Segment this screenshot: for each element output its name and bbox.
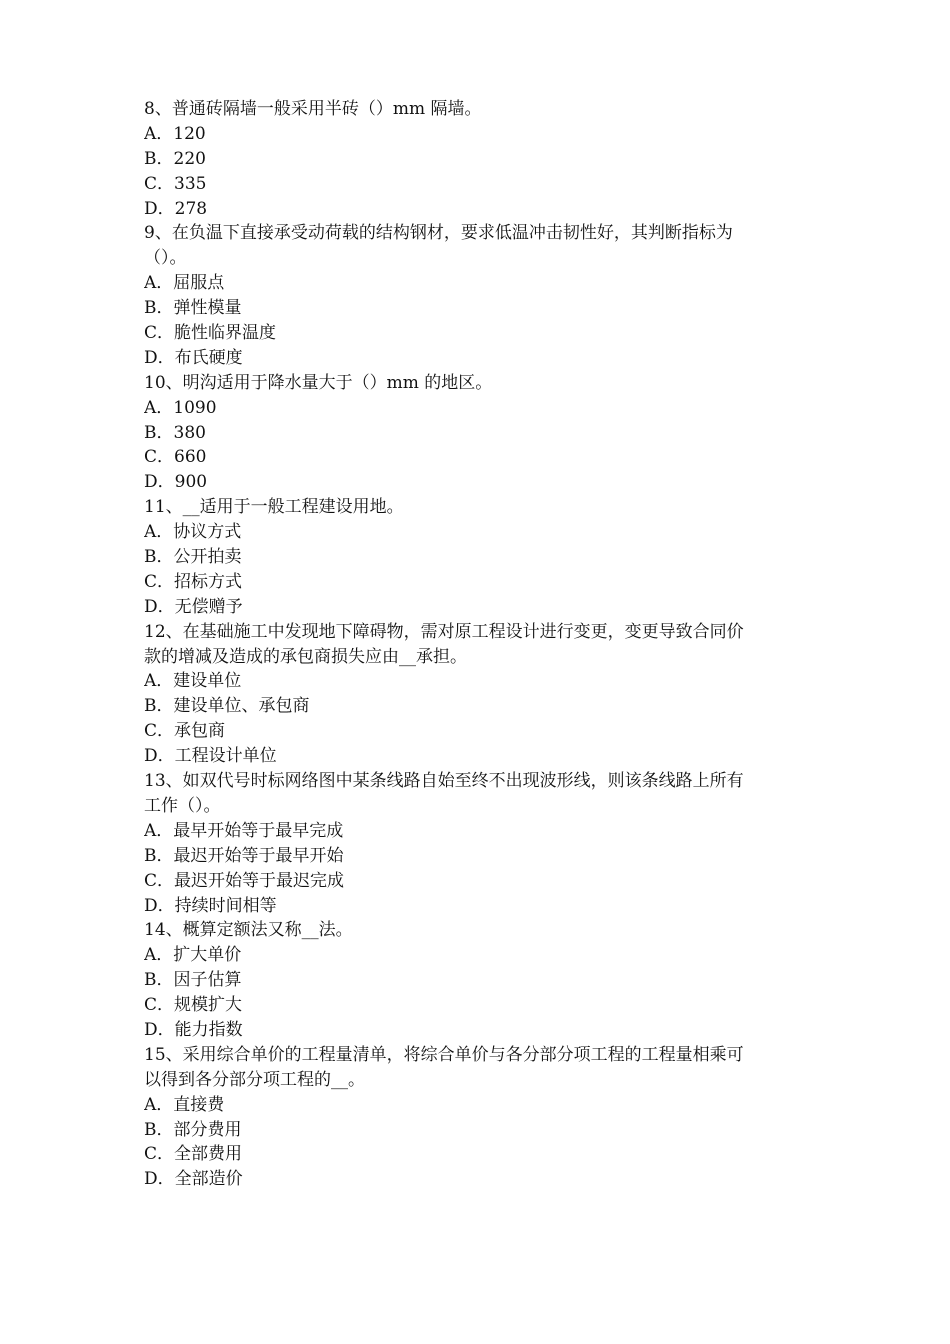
option-letter: A．	[144, 123, 174, 144]
option-letter: A．	[144, 820, 174, 841]
answer-option	[144, 819, 824, 844]
answer-option	[144, 172, 824, 197]
answer-option	[144, 1142, 824, 1167]
question-stem-line	[144, 620, 824, 645]
option-letter: A．	[144, 273, 174, 294]
option-letter: A．	[144, 1094, 174, 1115]
question-stem-line	[144, 246, 824, 271]
question-block	[144, 97, 824, 221]
question-stem-line	[144, 645, 824, 670]
option-text: 规模扩大	[174, 995, 243, 1016]
option-text: 380	[173, 422, 206, 443]
option-text: 1090	[173, 397, 217, 418]
answer-option	[144, 869, 824, 894]
option-letter: D．	[144, 472, 175, 493]
option-letter: A．	[144, 522, 174, 543]
answer-option	[144, 570, 824, 595]
answer-option	[144, 1093, 824, 1118]
question-stem-line	[144, 769, 824, 794]
question-stem-line	[144, 1068, 824, 1093]
answer-option	[144, 943, 824, 968]
option-letter: D．	[144, 347, 175, 368]
option-text: 承包商	[174, 721, 226, 742]
option-text: 无偿赠予	[174, 596, 243, 617]
option-letter: B．	[144, 148, 174, 169]
question-number: 12、	[144, 621, 183, 642]
option-text: 全部造价	[174, 1169, 243, 1190]
option-text: 部分费用	[173, 1119, 242, 1140]
question-block	[144, 620, 824, 769]
option-text: 建设单位	[173, 671, 242, 692]
question-text: 概算定额法又称__法。	[182, 920, 353, 941]
question-block	[144, 769, 824, 918]
answer-option	[144, 744, 824, 769]
question-stem-line	[144, 794, 824, 819]
option-letter: B．	[144, 696, 174, 717]
option-text: 扩大单价	[173, 945, 242, 966]
answer-option	[144, 1167, 824, 1192]
answer-option	[144, 396, 824, 421]
answer-option	[144, 520, 824, 545]
answer-option	[144, 595, 824, 620]
option-text: 招标方式	[174, 571, 243, 592]
answer-option	[144, 147, 824, 172]
question-number: 14、	[144, 920, 183, 941]
question-text: （）。	[144, 248, 187, 269]
option-letter: C．	[144, 1144, 175, 1165]
option-letter: D．	[144, 1169, 175, 1190]
option-letter: C．	[144, 447, 175, 468]
option-letter: B．	[144, 845, 174, 866]
option-text: 335	[174, 173, 207, 194]
question-stem-line	[144, 371, 824, 396]
option-letter: D．	[144, 1019, 175, 1040]
question-block	[144, 371, 824, 495]
option-letter: A．	[144, 945, 174, 966]
option-text: 660	[174, 447, 207, 468]
option-letter: C．	[144, 721, 175, 742]
question-text: __适用于一般工程建设用地。	[182, 497, 404, 518]
question-block	[144, 1043, 824, 1192]
answer-option	[144, 719, 824, 744]
option-letter: B．	[144, 422, 174, 443]
question-number: 9、	[144, 223, 172, 244]
option-letter: D．	[144, 198, 175, 219]
option-text: 工程设计单位	[174, 746, 277, 767]
question-text: 工作（）。	[144, 795, 221, 816]
answer-option	[144, 122, 824, 147]
option-text: 持续时间相等	[174, 895, 277, 916]
answer-option	[144, 1118, 824, 1143]
question-stem-line	[144, 495, 824, 520]
question-stem-line	[144, 221, 824, 246]
question-block	[144, 495, 824, 619]
option-text: 全部费用	[174, 1144, 243, 1165]
question-text: 款的增减及造成的承包商损失应由__承担。	[144, 646, 467, 667]
option-letter: A．	[144, 397, 174, 418]
question-text: 在负温下直接承受动荷载的结构钢材，要求低温冲击韧性好，其判断指标为	[171, 223, 733, 244]
option-letter: A．	[144, 671, 174, 692]
answer-option	[144, 197, 824, 222]
option-text: 屈服点	[173, 273, 225, 294]
question-number: 8、	[144, 99, 172, 119]
option-text: 900	[174, 472, 208, 493]
option-letter: D．	[144, 596, 175, 617]
option-text: 最迟开始等于最迟完成	[174, 870, 345, 891]
option-letter: B．	[144, 1119, 174, 1140]
answer-option	[144, 445, 824, 470]
option-text: 建设单位、承包商	[173, 696, 310, 717]
question-stem-line	[144, 97, 824, 122]
answer-option	[144, 346, 824, 371]
option-text: 278	[174, 198, 208, 219]
answer-option	[144, 1018, 824, 1043]
option-letter: C．	[144, 995, 175, 1016]
option-text: 能力指数	[174, 1019, 243, 1040]
question-stem-line	[144, 1043, 824, 1068]
answer-option	[144, 968, 824, 993]
answer-option	[144, 669, 824, 694]
answer-option	[144, 296, 824, 321]
option-letter: D．	[144, 746, 175, 767]
answer-option	[144, 894, 824, 919]
question-block	[144, 221, 824, 370]
question-text: 以得到各分部分项工程的__。	[144, 1069, 365, 1090]
option-text: 协议方式	[173, 522, 242, 543]
option-text: 120	[173, 123, 206, 144]
option-text: 公开拍卖	[173, 547, 242, 568]
question-number: 13、	[144, 771, 183, 792]
option-letter: C．	[144, 173, 175, 194]
option-text: 布氏硬度	[174, 347, 243, 368]
option-letter: C．	[144, 571, 175, 592]
question-number: 15、	[144, 1044, 183, 1065]
answer-option	[144, 421, 824, 446]
option-text: 220	[173, 148, 206, 169]
option-letter: D．	[144, 895, 175, 916]
answer-option	[144, 844, 824, 869]
answer-option	[144, 271, 824, 296]
option-letter: B．	[144, 298, 174, 319]
option-text: 最早开始等于最早完成	[173, 820, 344, 841]
option-letter: B．	[144, 547, 174, 568]
answer-option	[144, 694, 824, 719]
question-text: 明沟适用于降水量大于（）mm 的地区。	[182, 372, 493, 393]
option-letter: C．	[144, 870, 175, 891]
answer-option	[144, 545, 824, 570]
question-block	[144, 918, 824, 1042]
answer-option	[144, 470, 824, 495]
question-text: 如双代号时标网络图中某条线路自始至终不出现波形线，则该条线路上所有	[182, 771, 744, 792]
answer-option	[144, 321, 824, 346]
question-text: 在基础施工中发现地下障碍物，需对原工程设计进行变更，变更导致合同价	[182, 621, 744, 642]
option-letter: C．	[144, 323, 175, 344]
question-number: 10、	[144, 372, 183, 393]
option-text: 弹性模量	[173, 298, 242, 319]
option-text: 脆性临界温度	[174, 323, 277, 344]
question-text: 普通砖隔墙一般采用半砖（）mm 隔墙。	[171, 99, 482, 119]
answer-option	[144, 993, 824, 1018]
option-text: 直接费	[173, 1094, 225, 1115]
option-letter: B．	[144, 970, 174, 991]
question-text: 采用综合单价的工程量清单，将综合单价与各分部分项工程的工程量相乘可	[182, 1044, 744, 1065]
option-text: 因子估算	[173, 970, 242, 991]
question-stem-line	[144, 918, 824, 943]
document-page	[144, 97, 824, 1192]
question-number: 11、	[144, 497, 183, 518]
option-text: 最迟开始等于最早开始	[173, 845, 344, 866]
